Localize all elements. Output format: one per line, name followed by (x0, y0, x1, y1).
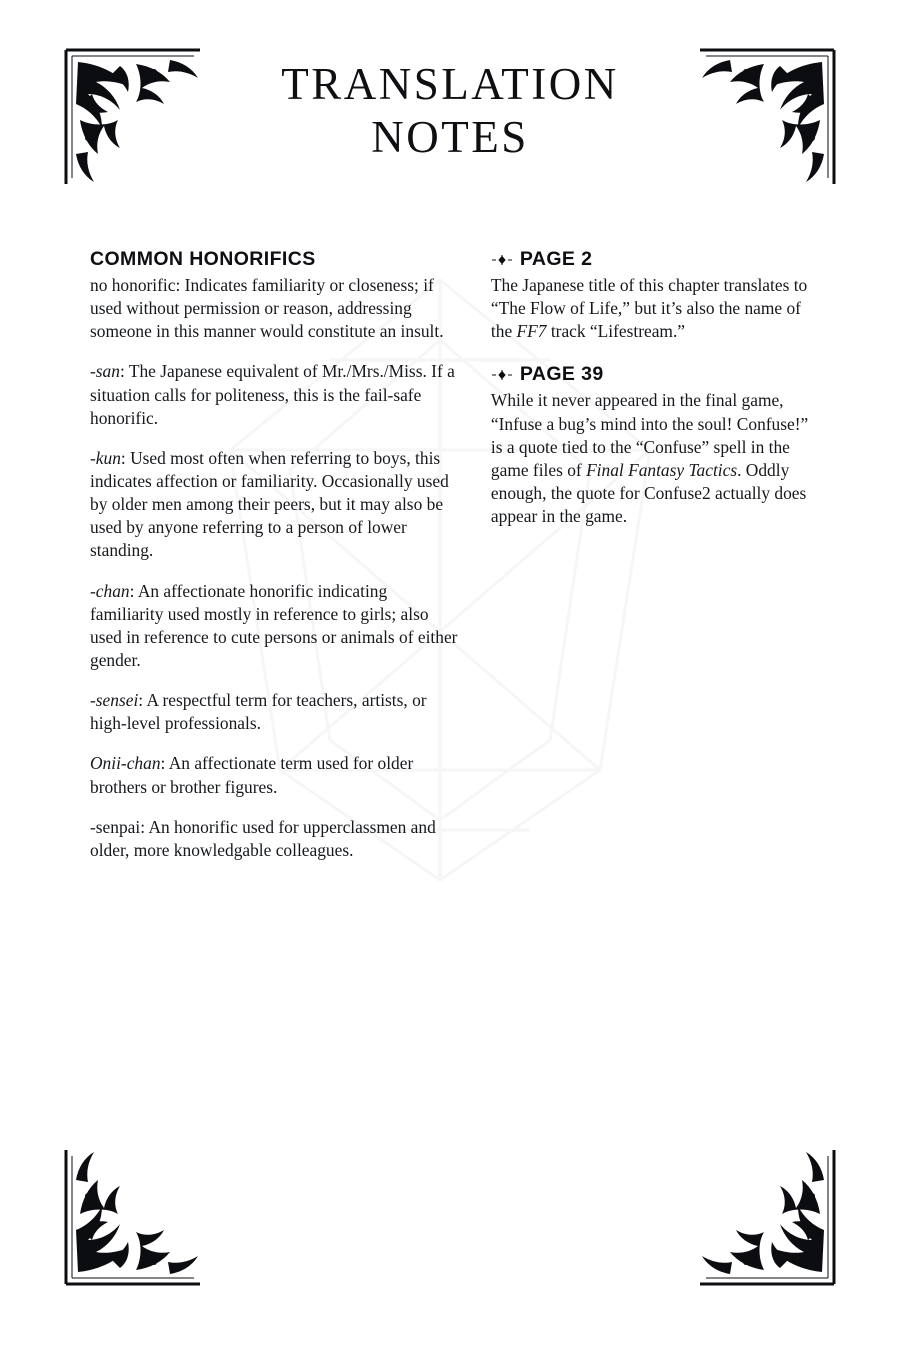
honorific-term: -chan (90, 580, 130, 601)
honorific-entry (90, 580, 461, 673)
section-heading-common-honorifics: COMMON HONORIFICS (90, 248, 316, 270)
honorific-term: Onii-chan (90, 753, 161, 774)
honorific-text: : Used most often when referring to boys, this indicates affection or familiarity. Occasionally used by older men among their peers, but it may also be used by anyone referring to a person of lower standing. (90, 447, 449, 561)
honorific-entry (90, 360, 461, 429)
page-note-text-part: . Oddly enough, the quote for Confuse2 actually does appear in the game. (490, 459, 807, 527)
honorific-term: -san (90, 361, 120, 382)
page-note (491, 363, 810, 528)
corner-flourish-icon (692, 1142, 842, 1292)
page-note-italic-part: Final Fantasy Tactics (586, 459, 738, 480)
page-note-text-part: The Japanese title of this chapter translates to “The Flow of Life,” but it’s also the name of the (490, 275, 808, 342)
honorific-entry (90, 447, 461, 563)
honorific-text: : A respectful term for teachers, artists, or high-level professionals. (90, 690, 427, 734)
page-title-line-2: NOTES (371, 112, 529, 163)
honorific-entry (90, 816, 461, 862)
page-title (0, 58, 900, 164)
page-note-body (491, 389, 810, 528)
diamond-ornament-icon (491, 368, 513, 382)
page-notes-column (491, 248, 810, 879)
diamond-ornament-icon (491, 253, 513, 267)
page-note-body (491, 274, 810, 343)
page-note-title: PAGE 2 (519, 248, 593, 270)
honorific-entry (90, 752, 461, 798)
page-note-title: PAGE 39 (519, 363, 604, 386)
page-note-heading (491, 363, 810, 386)
honorific-text: no honorific: Indicates familiarity or closeness; if used without permission or reason, addressing someone in this manner would constitute an insult. (90, 275, 444, 342)
corner-flourish-icon (58, 1142, 208, 1292)
common-honorifics-column (90, 248, 461, 879)
page-title-line-1: TRANSLATION (281, 59, 619, 109)
page-note (491, 248, 810, 343)
honorific-text: : An affectionate term used for older brothers or brother figures. (90, 753, 414, 797)
honorific-entry (90, 274, 461, 343)
honorific-text: : The Japanese equivalent of Mr./Mrs./Miss. If a situation calls for politeness, this is the fail-safe honorific. (90, 361, 455, 428)
honorific-term: -kun (90, 447, 121, 468)
honorific-term: -sensei (90, 690, 139, 711)
page-note-italic-part: FF7 (516, 321, 547, 342)
honorific-text: : An affectionate honorific indicating familiarity used mostly in reference to girls; also used in reference to cute persons or animals of either gender. (90, 580, 458, 670)
honorific-text: -senpai: An honorific used for upperclassmen and older, more knowledgable colleagues. (90, 816, 436, 860)
page-note-heading (491, 248, 810, 271)
notes-columns (90, 248, 810, 879)
page-note-text-part: track “Lifestream.” (546, 321, 686, 342)
page-note-text-part: While it never appeared in the final game, “Infuse a bug’s mind into the soul! Confuse!” is a quote tied to the “Confuse” spell in the game files of (490, 390, 809, 480)
honorific-entry (90, 689, 461, 735)
